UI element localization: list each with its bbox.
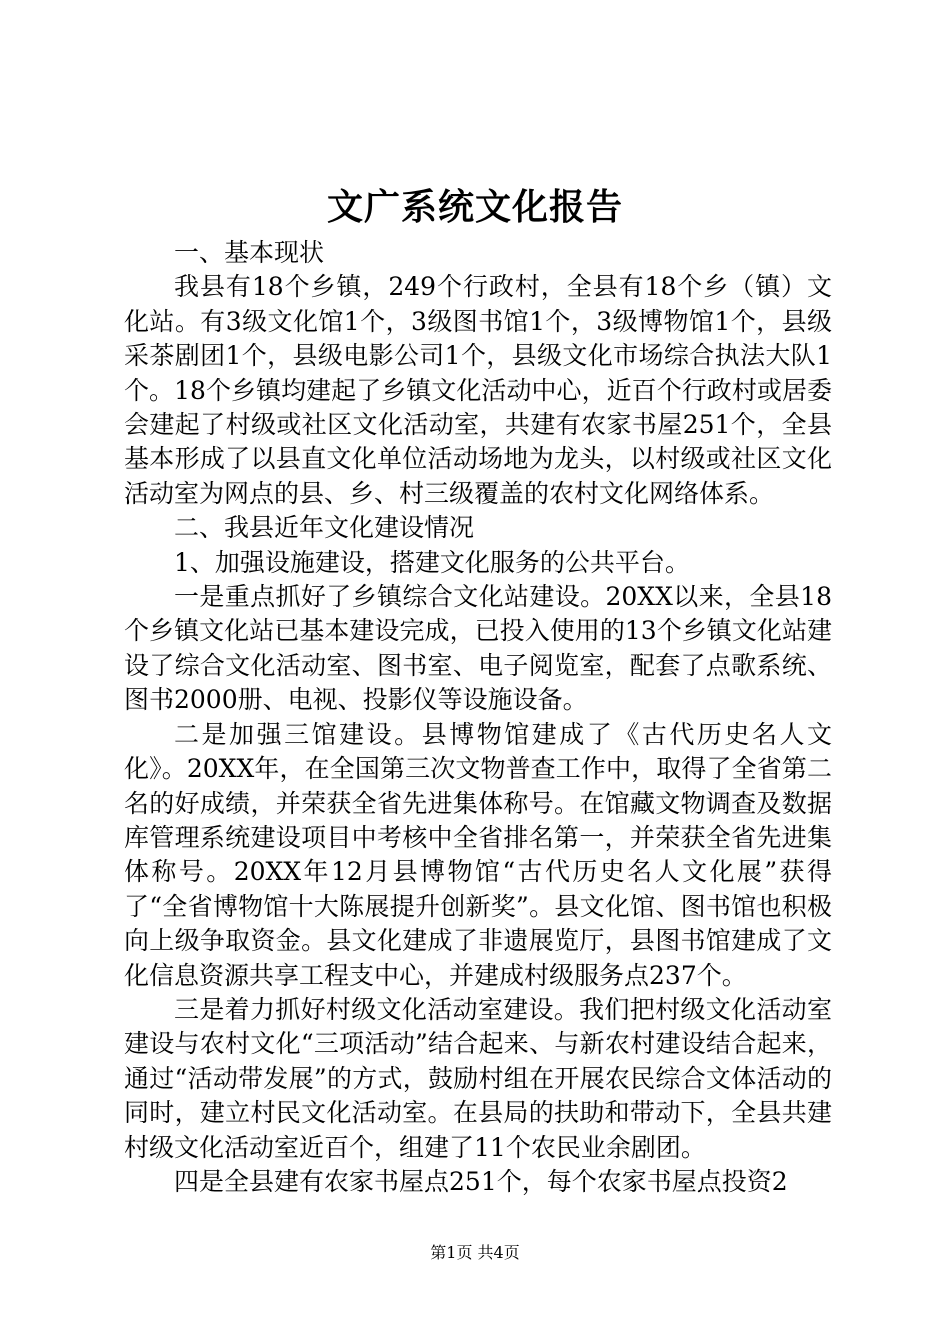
subheading-facilities: 1、加强设施建设，搭建文化服务的公共平台。	[174, 547, 690, 577]
paragraph-three-venues: 二是加强三馆建设。县博物馆建成了《古代历史名人文化》。20XX年，在全国第三次文物普查工作中，取得了全省第二名的好成绩，并荣获全省先进集体称号。在馆藏文物调查及数据库管理系统建设项目中考核中全省排名第一，并荣获全省先进集体称号。20XX年12月县博物馆“古代历史名人文化展”获得了“全省博物馆十大陈展提升创新奖”。县文化馆、图书馆也积极向上级争取资金。县文化建成了非遗展览厅，县图书馆建成了文化信息资源共享工程支中心，并建成村级服务点237个。	[124, 719, 832, 990]
section-heading-construction: 二、我县近年文化建设情况	[174, 513, 475, 543]
paragraph-farm-libraries: 四是全县建有农家书屋点251个，每个农家书屋点投资2	[174, 1166, 788, 1196]
paragraph-basic-status: 我县有18个乡镇，249个行政村，全县有18个乡（镇）文化站。有3级文化馆1个，3级图书馆1个，3级博物馆1个，县级采茶剧团1个，县级电影公司1个，县级文化市场综合执法大队1个。18个乡镇均建起了乡镇文化活动中心，近百个行政村或居委会建起了村级或社区文化活动室，共建有农家书屋251个，全县基本形成了以县直文化单位活动场地为龙头，以村级或社区文化活动室为网点的县、乡、村三级覆盖的农村文化网络体系。	[124, 272, 832, 508]
paragraph-village-rooms: 三是着力抓好村级文化活动室建设。我们把村级文化活动室建设与农村文化“三项活动”结合起来、与新农村建设结合起来，通过“活动带发展”的方式，鼓励村组在开展农民综合文体活动的同时，建立村民文化活动室。在县局的扶助和带动下，全县共建村级文化活动室近百个，组建了11个农民业余剧团。	[124, 994, 832, 1162]
page-number: 第1页 共4页	[430, 1243, 520, 1262]
section-heading-basic-status: 一、基本现状	[174, 238, 325, 267]
document-title: 文广系统文化报告	[326, 186, 623, 228]
paragraph-township-stations: 一是重点抓好了乡镇综合文化站建设。20XX以来，全县18个乡镇文化站已基本建设完成，已投入使用的13个乡镇文化站建设了综合文化活动室、图书室、电子阅览室，配套了点歌系统、图书2000册、电视、投影仪等设施设备。	[124, 582, 832, 715]
document-body	[124, 236, 832, 1199]
